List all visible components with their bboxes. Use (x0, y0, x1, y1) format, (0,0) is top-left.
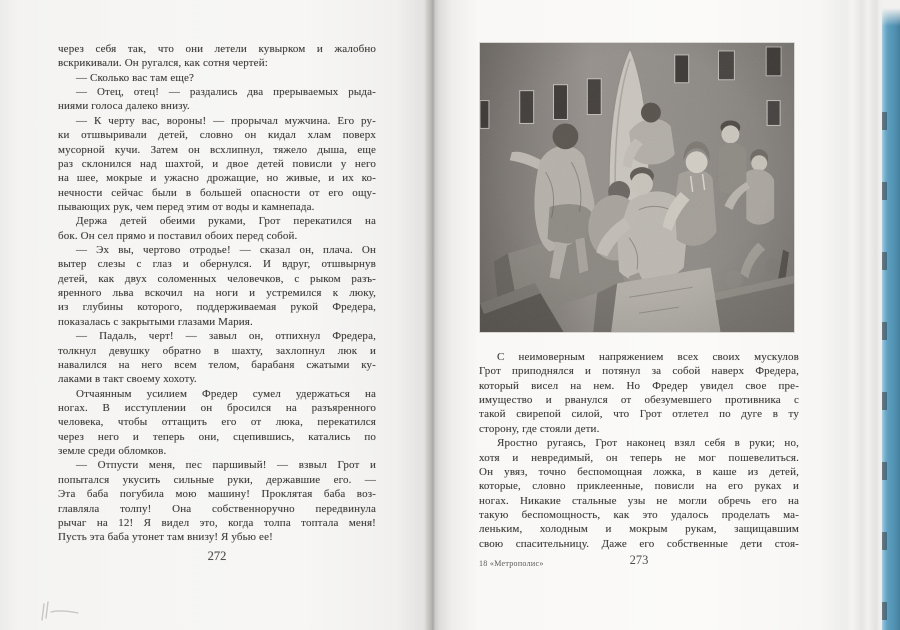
text-line: навалился на него всем телом, барабаня сжатыми ку- (58, 358, 376, 371)
text-line: яренного льва вскочил на ноги и устремился к люку, (58, 287, 376, 300)
text-line: Эта баба погубила мою машину! Проклятая баба воз- (58, 488, 376, 501)
text-line: Он увяз, точно беспомощная ложка, в каше из детей, (479, 465, 799, 478)
text-line: Грот приподнялся и потянул за собой наверх Фредера, (479, 365, 799, 378)
text-line: имущество и рванулся от обезумевшего противника с (479, 394, 799, 407)
text-line: лаками в такт своему хохоту. (58, 373, 197, 386)
text-line: рычаг на 12! Я видел это, когда толпа топтала меня! (58, 516, 376, 529)
text-line: хотя и невредимый, он теперь не мог пошевелиться. (479, 451, 799, 464)
right-page-number: 273 (629, 553, 649, 567)
right-page-text (479, 350, 799, 551)
text-line: на шее, мокрые и ужасно дрожащие, но живые, и их ко- (58, 172, 376, 185)
text-line: показалась с закрытыми глазами Мария. (58, 315, 253, 328)
text-line: который висел на нем. Но Фредер увидел свое пре- (479, 379, 799, 392)
text-line: такой свирепой силой, что Грот отлетел по дуге в ту (479, 408, 799, 421)
text-line: — Падаль, черт! — завыл он, отпихнул Фредера, (76, 330, 376, 343)
text-line: ниями голоса далеко внизу. (58, 100, 190, 113)
text-line: свою спасительницу. Даже его собственные дети стоя- (479, 537, 799, 550)
text-line: Яростно ругаясь, Грот наконец взял себя в руки; но, (497, 437, 799, 450)
text-line: С неимоверным напряжением всех своих мускулов (497, 351, 799, 363)
text-line: сторону, где стояли дети. (479, 422, 600, 435)
pencil-mark (38, 598, 108, 626)
text-line: раз склонился над шахтой, и двое детей повисли у него (58, 157, 376, 170)
book-illustration-children-on-rubble (479, 42, 795, 333)
text-line: детей, как двух соломенных человечков, с рыком разъ- (58, 272, 376, 285)
text-line: — К черту вас, вороны! — прорычал мужчина. Его ру- (76, 114, 376, 127)
text-line: нечности сейчас были в большей опасности от его ощу- (58, 186, 376, 199)
text-line: такую беспомощность, как это удалось проделать ма- (479, 508, 799, 521)
text-line: ногах. В исступлении он бросился на разъяренного (58, 401, 376, 414)
text-line: толкнул девушку обратно в шахту, захлопнул люк и (58, 344, 376, 357)
text-line: — Эх вы, чертово отродье! — сказал он, плача. Он (76, 244, 376, 257)
illustration-drawing (480, 43, 794, 332)
printer-signature: 18 «Метрополис» (479, 559, 544, 568)
book-cover-edge (882, 0, 900, 630)
text-line: главляла толпу! Она собственноручно передвинула (58, 502, 376, 515)
text-line: из глубины которого, поддерживаемая рукой Фредера, (58, 301, 376, 314)
text-line: которые, словно приклеенные, повисли на его руках и (479, 480, 799, 493)
text-line: пывающих рук, чем перед этим от воды и камнепада. (58, 200, 315, 213)
right-page-footer (479, 553, 799, 571)
text-line: через него и теперь они, сцепившись, катались по (58, 430, 376, 443)
text-line: человека, чтобы оттащить его от люка, перекатился (58, 416, 376, 429)
text-line: вскрикивали. Он ругался, как сотня чертей: (58, 57, 268, 70)
text-line: ногах. Никакие стальные узы не могли обречь его на (479, 494, 799, 507)
text-line: ки отшвыривали детей, словно он кидал хлам поверх (58, 129, 376, 142)
text-line: бок. Он сел прямо и поставил обоих перед собой. (58, 229, 298, 242)
text-line: Отчаянным усилием Фредер сумел удержаться на (76, 387, 376, 400)
book-gutter-shadow (424, 0, 440, 630)
text-line: вытер слезы с глаз и обернулся. И вдруг, отшвырнув (58, 258, 376, 271)
text-line: леньким, холодным и мокрым рукам, защищавшим (479, 523, 799, 536)
text-line: через себя так, что они летели кувырком и жалобно (58, 43, 376, 55)
text-line: Пусть эта баба утонет там внизу! Я убью ее! (58, 531, 273, 544)
text-line: — Отец, отец! — раздались два прерываемых рыда- (76, 86, 376, 99)
text-line: — Отпусти меня, пес паршивый! — взвыл Грот и (76, 459, 376, 472)
left-page-number: 272 (207, 549, 227, 563)
left-page-text (58, 42, 376, 545)
text-line: попытался укусить сильные руки, державшие его. — (58, 473, 376, 486)
text-line: мусорной кучи. Затем он всхлипнул, тяжело дыша, еще (58, 143, 376, 156)
text-line: земле среди обломков. (58, 445, 167, 458)
cover-edge-top-fade (882, 0, 900, 26)
text-line: Держа детей обеими руками, Грот перекатился на (76, 215, 376, 228)
text-line: — Сколько вас там еще? (76, 71, 195, 84)
page-edge-shadow-dashes (882, 60, 887, 630)
